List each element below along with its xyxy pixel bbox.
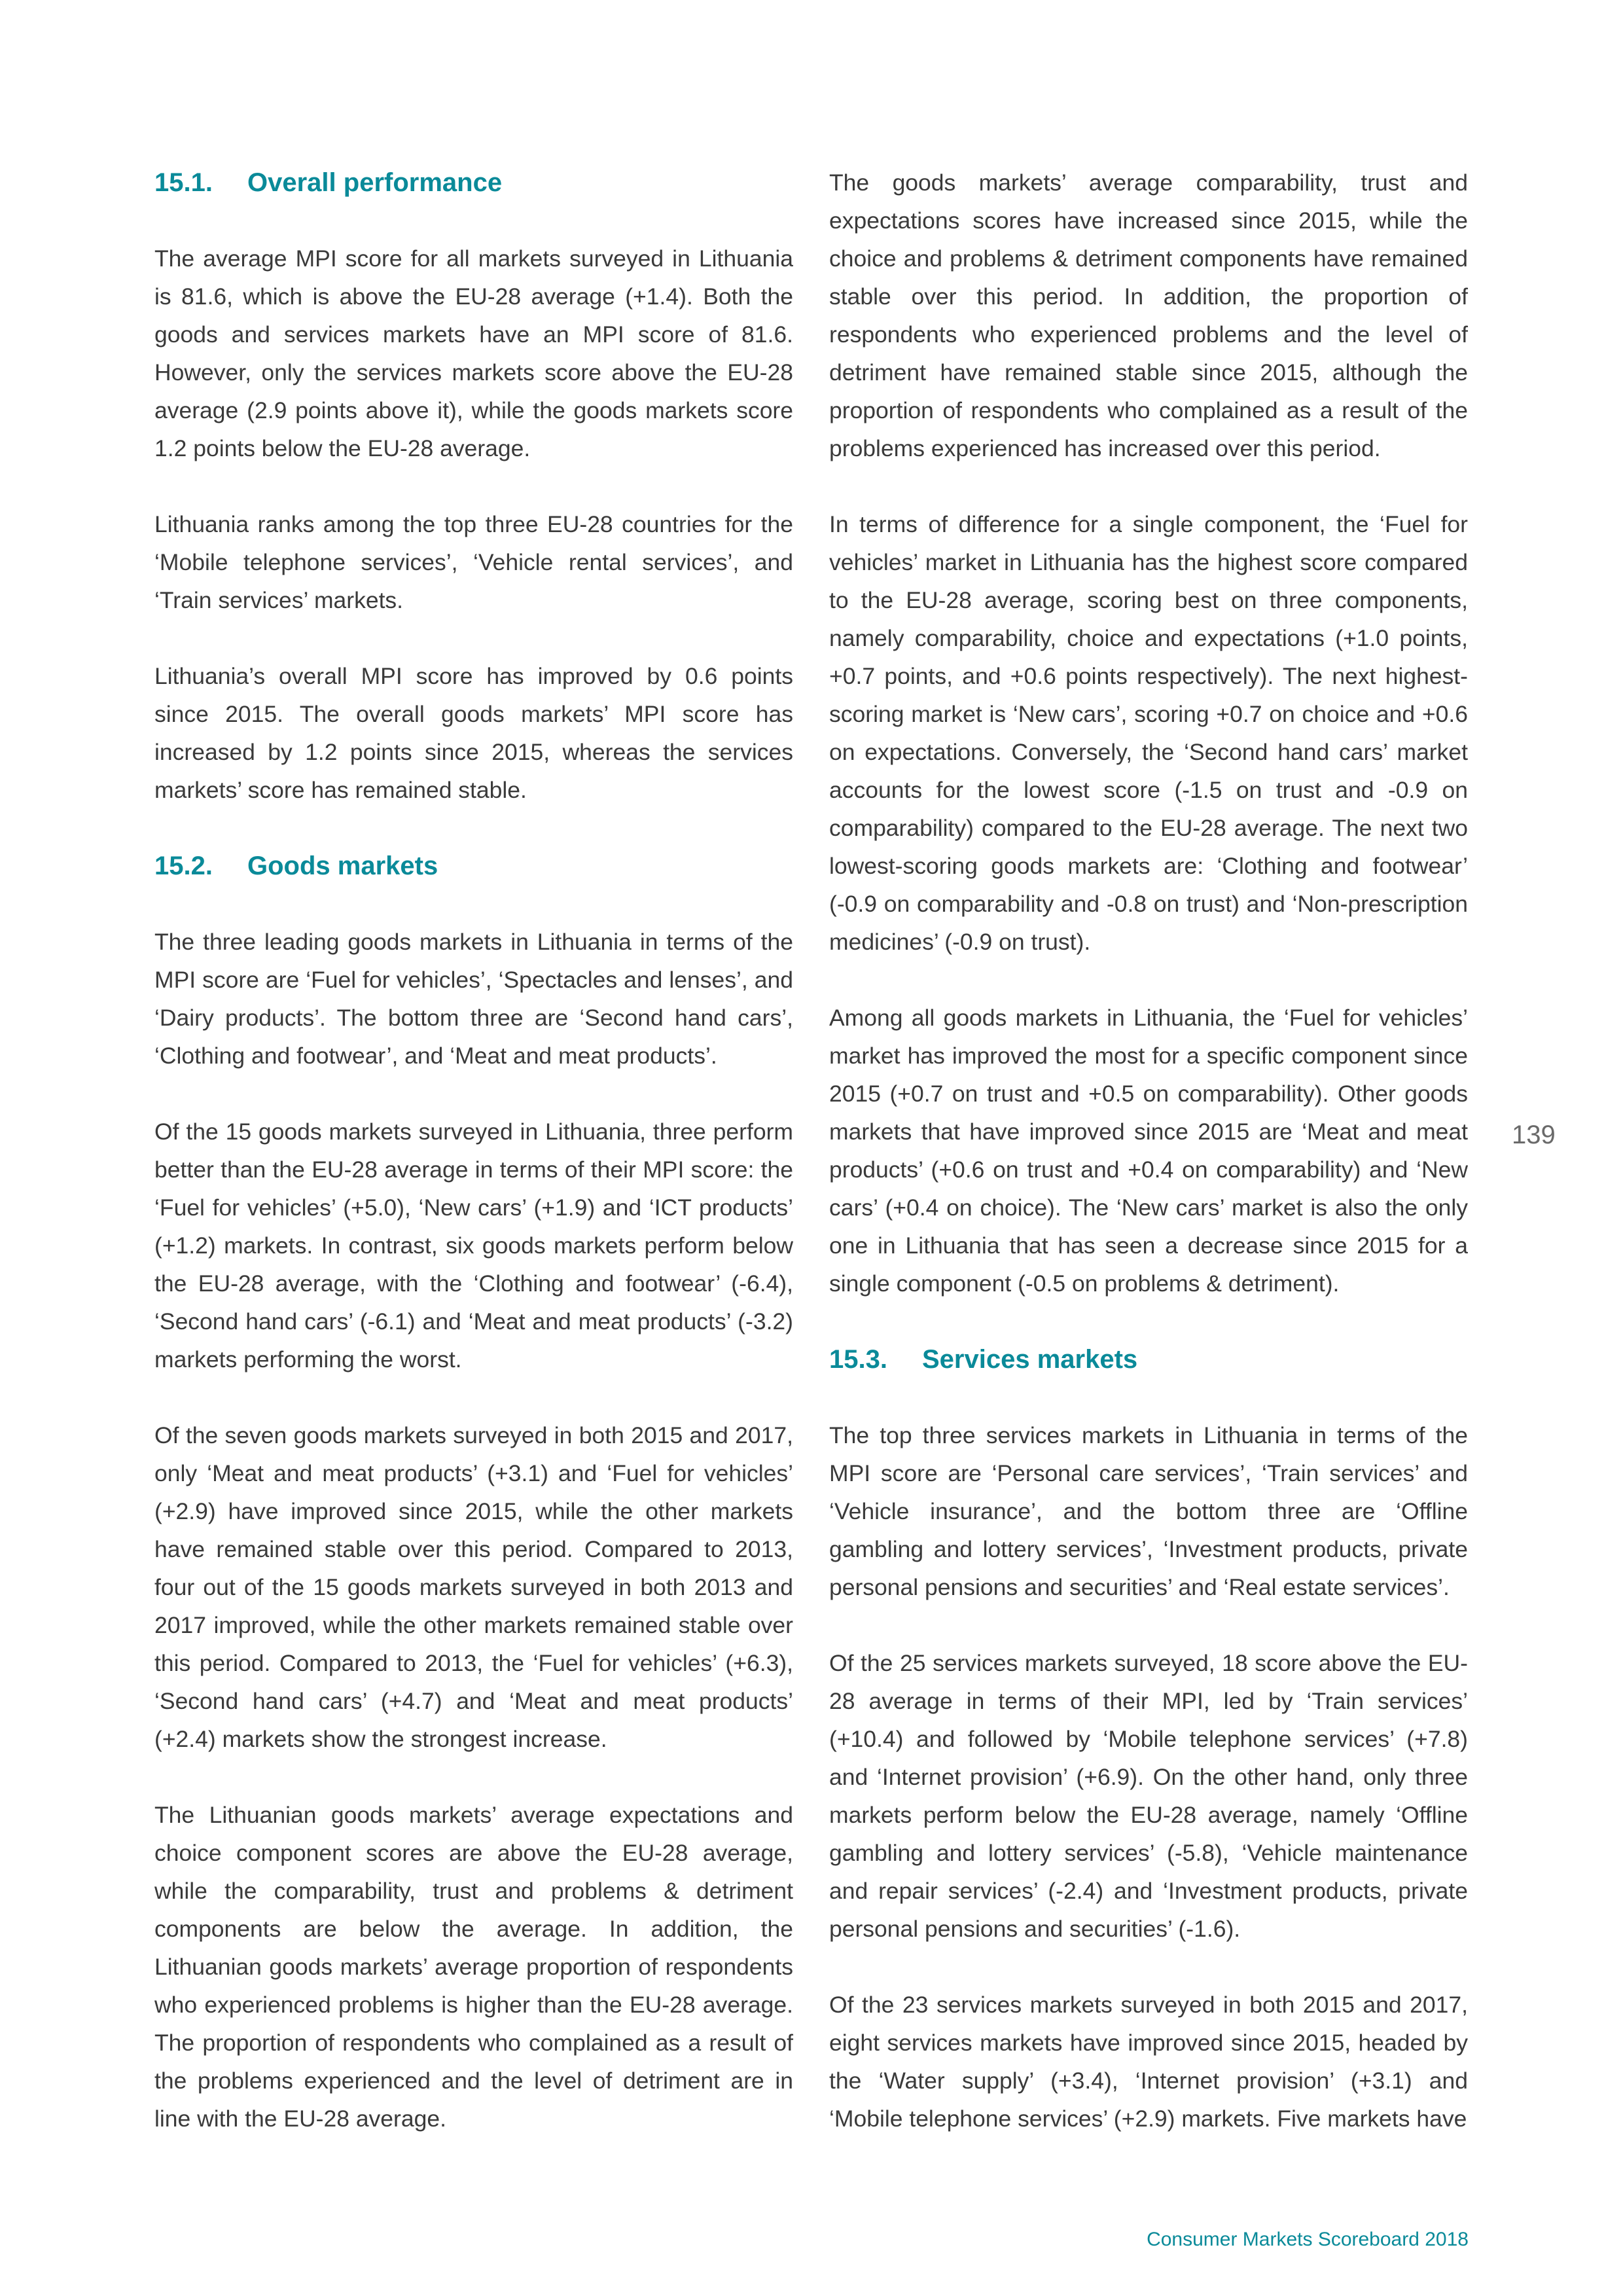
paragraph: The three leading goods markets in Lithuania in terms of the MPI score are ‘Fuel for vehicles’, ‘Spectacles and lenses’, and ‘Dairy products’. The bottom three are ‘Second hand cars’, ‘Clothing and footwear’, and ‘Meat and meat products’. — [154, 929, 793, 1069]
paragraph: Of the 15 goods markets surveyed in Lithuania, three perform better than the EU-28 average in terms of their MPI score: the ‘Fuel for vehicles’ (+5.0), ‘New cars’ (+1.9) and ‘ICT products’ (+1.2) markets. In contrast, six goods markets perform below the EU-28 average, with the ‘Clothing and footwear’ (-6.4), ‘Second hand cars’ (-6.1) and ‘Meat and meat products’ (-3.2) markets performing the worst. — [154, 1119, 793, 1372]
section-title: Services markets — [922, 1345, 1138, 1374]
paragraph: Lithuania ranks among the top three EU-28 countries for the ‘Mobile telephone services’, ‘Vehicle rental services’, and ‘Train services’ markets. — [154, 511, 793, 613]
section-heading-overall-performance — [154, 164, 793, 202]
section-number: 15.3. — [829, 1345, 887, 1374]
paragraph: In terms of difference for a single component, the ‘Fuel for vehicles’ market in Lithuania has the highest score compared to the EU-28 average, scoring best on three components, namely comparability, choice and expectations (+1.0 points, +0.7 points, and +0.6 points respectively). The next highest-scoring market is ‘New cars’, scoring +0.7 on choice and +0.6 on expectations. Conversely, the ‘Second hand cars’ market accounts for the lowest score (-1.5 on trust and -0.9 on comparability) compared to the EU-28 average. The next two lowest-scoring goods markets are: ‘Clothing and footwear’ (-0.9 on comparability and -0.8 on trust) and ‘Non-prescription medicines’ (-0.9 on trust). — [829, 511, 1468, 955]
section-heading-goods-markets — [154, 847, 793, 885]
section-title: Overall performance — [247, 168, 503, 197]
section-title: Goods markets — [247, 852, 438, 880]
footer-publication-title: Consumer Markets Scoreboard 2018 — [1147, 2229, 1469, 2250]
section-number: 15.2. — [154, 852, 213, 880]
section-heading-services-markets — [829, 1340, 1468, 1378]
paragraph: The goods markets’ average comparability, trust and expectations scores have increased since 2015, while the choice and problems & detriment components have remained stable over this period. In addition, the proportion of respondents who experienced problems and the level of detriment have remained stable since 2015, although the proportion of respondents who complained as a result of the problems experienced has increased over this period. — [829, 170, 1468, 461]
right-column — [829, 164, 1468, 2176]
page-number: 139 — [1512, 1121, 1556, 1149]
section-number: 15.1. — [154, 168, 213, 197]
paragraph: Among all goods markets in Lithuania, the ‘Fuel for vehicles’ market has improved the most for a specific component since 2015 (+0.7 on trust and +0.5 on comparability). Other goods markets that have improved since 2015 are ‘Meat and meat products’ (+0.6 on trust and +0.4 on comparability) and ‘New cars’ (+0.4 on choice). The ‘New cars’ market is also the only one in Lithuania that has seen a decrease since 2015 for a single component (-0.5 on problems & detriment). — [829, 1005, 1468, 1297]
paragraph: The average MPI score for all markets surveyed in Lithuania is 81.6, which is above the EU-28 average (+1.4). Both the goods and services markets have an MPI score of 81.6. However, only the services markets score above the EU-28 average (2.9 points above it), while the goods markets score 1.2 points below the EU-28 average. — [154, 245, 793, 461]
paragraph: The top three services markets in Lithuania in terms of the MPI score are ‘Personal care services’, ‘Train services’ and ‘Vehicle insurance’, and the bottom three are ‘Offline gambling and lottery services’, ‘Investment products, private personal pensions and securities’ and ‘Real estate services’. — [829, 1422, 1468, 1600]
left-column — [154, 164, 793, 2176]
paragraph: Of the seven goods markets surveyed in both 2015 and 2017, only ‘Meat and meat products’ (+3.1) and ‘Fuel for vehicles’ (+2.9) have improved since 2015, while the other markets have remained stable over this period. Compared to 2013, four out of the 15 goods markets surveyed in both 2013 and 2017 improved, while the other markets remained stable over this period. Compared to 2013, the ‘Fuel for vehicles’ (+6.3), ‘Second hand cars’ (+4.7) and ‘Meat and meat products’ (+2.4) markets show the strongest increase. — [154, 1422, 793, 1752]
paragraph: Of the 25 services markets surveyed, 18 score above the EU-28 average in terms of their MPI, led by ‘Train services’ (+10.4) and followed by ‘Mobile telephone services’ (+7.8) and ‘Internet provision’ (+6.9). On the other hand, only three markets perform below the EU-28 average, namely ‘Offline gambling and lottery services’ (-5.8), ‘Vehicle maintenance and repair services’ (-2.4) and ‘Investment products, private personal pensions and securities’ (-1.6). — [829, 1650, 1468, 1942]
paragraph: Lithuania’s overall MPI score has improved by 0.6 points since 2015. The overall goods markets’ MPI score has increased by 1.2 points since 2015, whereas the services markets’ score has remained stable. — [154, 663, 793, 803]
paragraph: Of the 23 services markets surveyed in both 2015 and 2017, eight services markets have improved since 2015, headed by the ‘Water supply’ (+3.4), ‘Internet provision’ (+3.1) and ‘Mobile telephone services’ (+2.9) markets. Five markets have — [829, 1992, 1468, 2132]
paragraph: The Lithuanian goods markets’ average expectations and choice component scores are above the EU-28 average, while the comparability, trust and problems & detriment components are below the average. In addition, the Lithuanian goods markets’ average proportion of respondents who experienced problems is higher than the EU-28 average. The proportion of respondents who complained as a result of the problems experienced and the level of detriment are in line with the EU-28 average. — [154, 1802, 793, 2132]
